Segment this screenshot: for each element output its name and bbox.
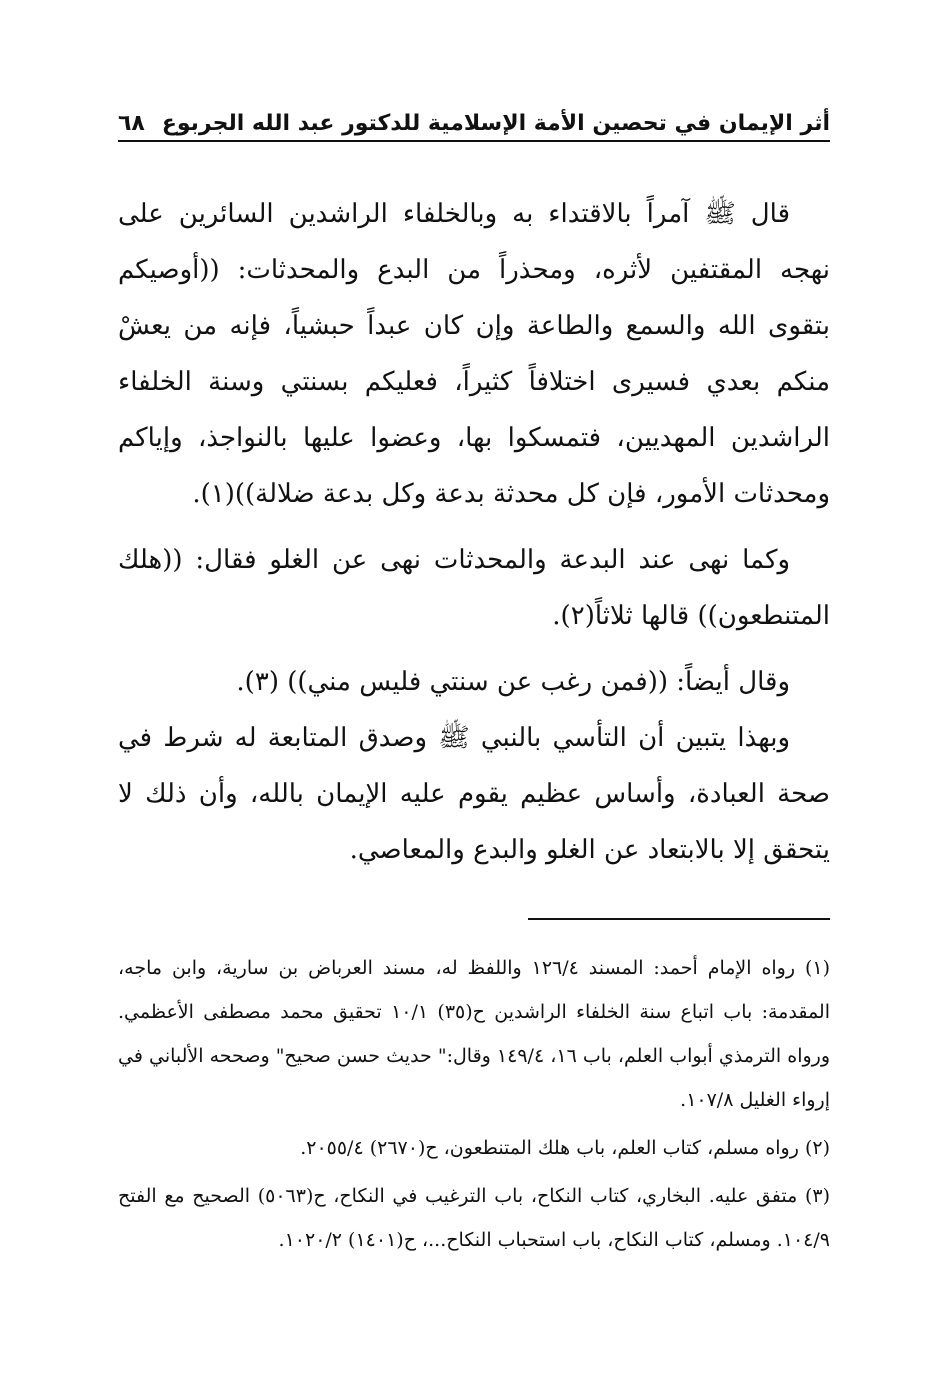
- footnotes: [118, 946, 830, 1262]
- paragraph-hadith-sunnah: قال ﷺ آمراً بالاقتداء به وبالخلفاء الراشدين السائرين على نهجه المقتفين لأثره، ومحذراً من البدع والمحدثات: ((أوصيكم بتقوى الله والسمع والطاعة وإن كان عبداً حبشياً، فإنه من يعشْ منكم بعدي فسيرى اختلافاً كثيراً، فعليكم بسنتي وسنة الخلفاء الراشدين المهديين، فتمسكوا بها، وعضوا عليها بالنواجذ، وإياكم ومحدثات الأمور، فإن كل محدثة بدعة وكل بدعة ضلالة))(١).: [118, 199, 830, 509]
- footnote-1: (١) رواه الإمام أحمد: المسند ١٢٦/٤ واللفظ له، مسند العرباض بن سارية، وابن ماجه، المقدمة: باب اتباع سنة الخلفاء الراشدين ح(٣٥) ١٠/١ تحقيق محمد مصطفى الأعظمي. ورواه الترمذي أبواب العلم، باب ١٦، ١٤٩/٤ وقال:" حديث حسن صحيح" وصححه الألباني في إرواء الغليل ١٠٧/٨.: [118, 957, 830, 1111]
- paragraph-raghiba: وقال أيضاً: ((فمن رغب عن سنتي فليس مني)) (٣).: [236, 667, 790, 697]
- paragraph-conclusion: وبهذا يتبين أن التأسي بالنبي ﷺ وصدق المتابعة له شرط في صحة العبادة، وأساس عظيم يقوم عليه الإيمان بالله، وأن ذلك لا يتحقق إلا بالابتعاد عن الغلو والبدع والمعاصي.: [118, 723, 830, 865]
- book-title: أثر الإيمان في تحصين الأمة الإسلامية للدكتور عبد الله الجربوع: [161, 111, 830, 136]
- paragraph-ghuluw: وكما نهى عند البدعة والمحدثات نهى عن الغلو فقال: ((هلك المتنطعون)) قالها ثلاثاً(٢).: [118, 545, 830, 631]
- main-text: [118, 186, 830, 878]
- footnote-2: (٢) رواه مسلم، كتاب العلم، باب هلك المتنطعون، ح(٢٦٧٠) ٢٠٥٥/٤.: [300, 1137, 830, 1159]
- page-number: ٦٨: [118, 111, 145, 136]
- footnote-separator: [528, 918, 830, 920]
- footnote-3: (٣) متفق عليه. البخاري، كتاب النكاح، باب الترغيب في النكاح، ح(٥٠٦٣) الصحيح مع الفتح ١٠٤/٩. ومسلم، كتاب النكاح، باب استحباب النكاح...، ح(١٤٠١) ١٠٢٠/٢.: [118, 1185, 830, 1251]
- running-header: [118, 98, 830, 142]
